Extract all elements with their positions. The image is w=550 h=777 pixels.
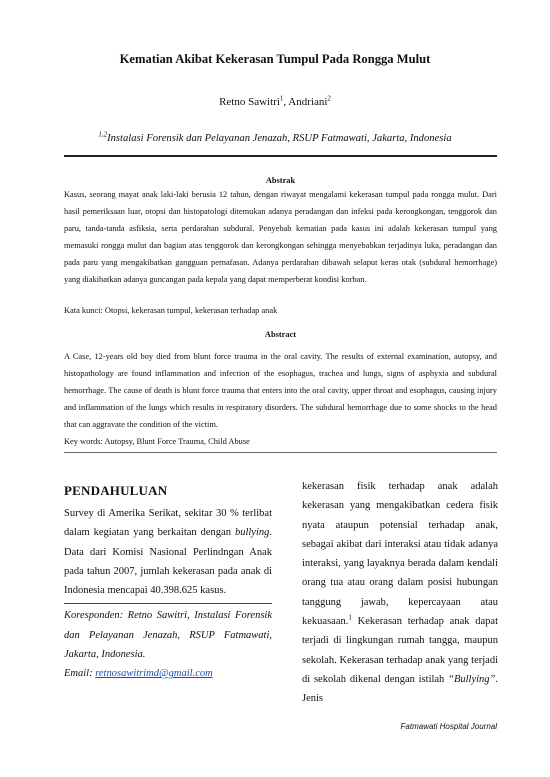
correspondence-note: Koresponden: Retno Sawitri, Instalasi Forensik dan Pelayanan Jenazah, RSUP Fatmawati, Jakarta, Indonesia. — [64, 610, 272, 661]
body-text: Kekerasan terhadap anak dapat terjadi di lingkungan rumah tangga, maupun sekolah. Kekerasan terhadap anak yang terjadi di sekolah dikenal dengan istilah — [302, 616, 498, 685]
abstrak-heading: Abstrak — [265, 176, 296, 185]
intro-text: . Data dari Komisi Nasional Perlindngan Anak pada tahun 2007, jumlah kekerasan pada anak di Indonesia mencapai 40.398.625 kasus. — [64, 527, 272, 597]
email-line — [64, 664, 272, 683]
email-label: Email: — [64, 668, 96, 680]
affiliation-marker: 1,2 — [98, 130, 108, 139]
intro-text: Survey di Amerika Serikat, sekitar 30 % terlibat dalam kegiatan yang berkaitan dengan — [64, 508, 272, 539]
author-affiliation-marker: 2 — [327, 94, 331, 103]
abstract-keywords: Key words: Autopsy, Blunt Force Trauma, Child Abuse — [64, 437, 250, 446]
abstract-body: A Case, 12-years old boy died from blunt force trauma in the oral cavity. The results of external examination, autopsy, and histopathology are found inflammation and infection of the esophagus, trachea and lungs, signs of asphyxia and subdural hemorrhage. The cause of death is blunt force trauma that enters into the oral cavity, upper throat and esophagus, causing injury and inflammation of the lungs which results in respiratory disorders. The subdural hemorrhage due to some shocks to the head that can aggravate the condition of the victim. — [64, 352, 497, 430]
article-title: Kematian Akibat Kekerasan Tumpul Pada Rongga Mulut — [119, 52, 431, 66]
header-divider — [64, 155, 497, 157]
body-emphasis: “Bullying” — [448, 673, 496, 685]
body-text: kekerasan fisik terhadap anak adalah kekerasan yang mengakibatkan cedera fisik nyata ataupun potensial terhadap anak, sebagai akibat dari interaksi atau tidak adanya interaksi, yang layaknya berada dalam kendali orang tua atau orang dalam posisi hubungan tanggung jawab, kepercayaan atau kekuasaan. — [302, 481, 498, 628]
author-name: Andriani — [288, 96, 328, 108]
email-link[interactable]: retnosawitrimd@gmail.com — [95, 668, 213, 680]
abstrak-keywords: Kata kunci: Otopsi, kekerasan tumpul, kekerasan terhadap anak — [64, 306, 278, 315]
abstract-heading: Abstract — [264, 330, 297, 339]
intro-emphasis: bullying — [234, 527, 270, 539]
affiliation-text: Instalasi Forensik dan Pelayanan Jenazah, RSUP Fatmawati, Jakarta, Indonesia — [107, 133, 452, 144]
author-line — [40, 96, 510, 108]
right-column — [302, 477, 498, 709]
body-text: . Jenis — [302, 673, 498, 705]
citation-marker: 1 — [348, 613, 352, 622]
author-affiliation-marker: 1 — [279, 94, 284, 103]
author-separator: , — [283, 96, 289, 108]
abstrak-body: Kasus, seorang mayat anak laki-laki berusia 12 tahun, dengan riwayat mengalami kekerasan tumpul pada rongga mulut. Dari hasil pemeriksaan luar, otopsi dan histopatologi ditemukan adanya peradangan dan infeksi pada kerongkongan, tenggorok dan paru, tanda-tanda asfiksia, serta perdarahan subdural. Penyebab kematian pada kasus ini adalah kekerasan tumpul yang memasuki rongga mulut dan bagian atas tenggorok dan kerongkongan sehingga menyebabkan terjadinya luka, peradangan dan pada paru yang mengakibatkan gangguan pernafasan. Adanya perdarahan dibawah selaput keras otak (subdural hemorrhage) yang diakibatkan adanya guncangan pada kepala yang dapat memperberat kondisi korban. — [64, 190, 497, 285]
left-column — [64, 502, 272, 684]
journal-footer: Fatmawati Hospital Journal — [400, 722, 497, 731]
abstract-divider — [64, 452, 497, 453]
body-paragraph — [302, 477, 498, 709]
section-heading: PENDAHULUAN — [64, 483, 168, 498]
intro-paragraph — [64, 504, 272, 600]
author-name: Retno Sawitri — [219, 96, 280, 108]
footnote-divider — [64, 603, 272, 604]
affiliation-line — [40, 130, 510, 144]
